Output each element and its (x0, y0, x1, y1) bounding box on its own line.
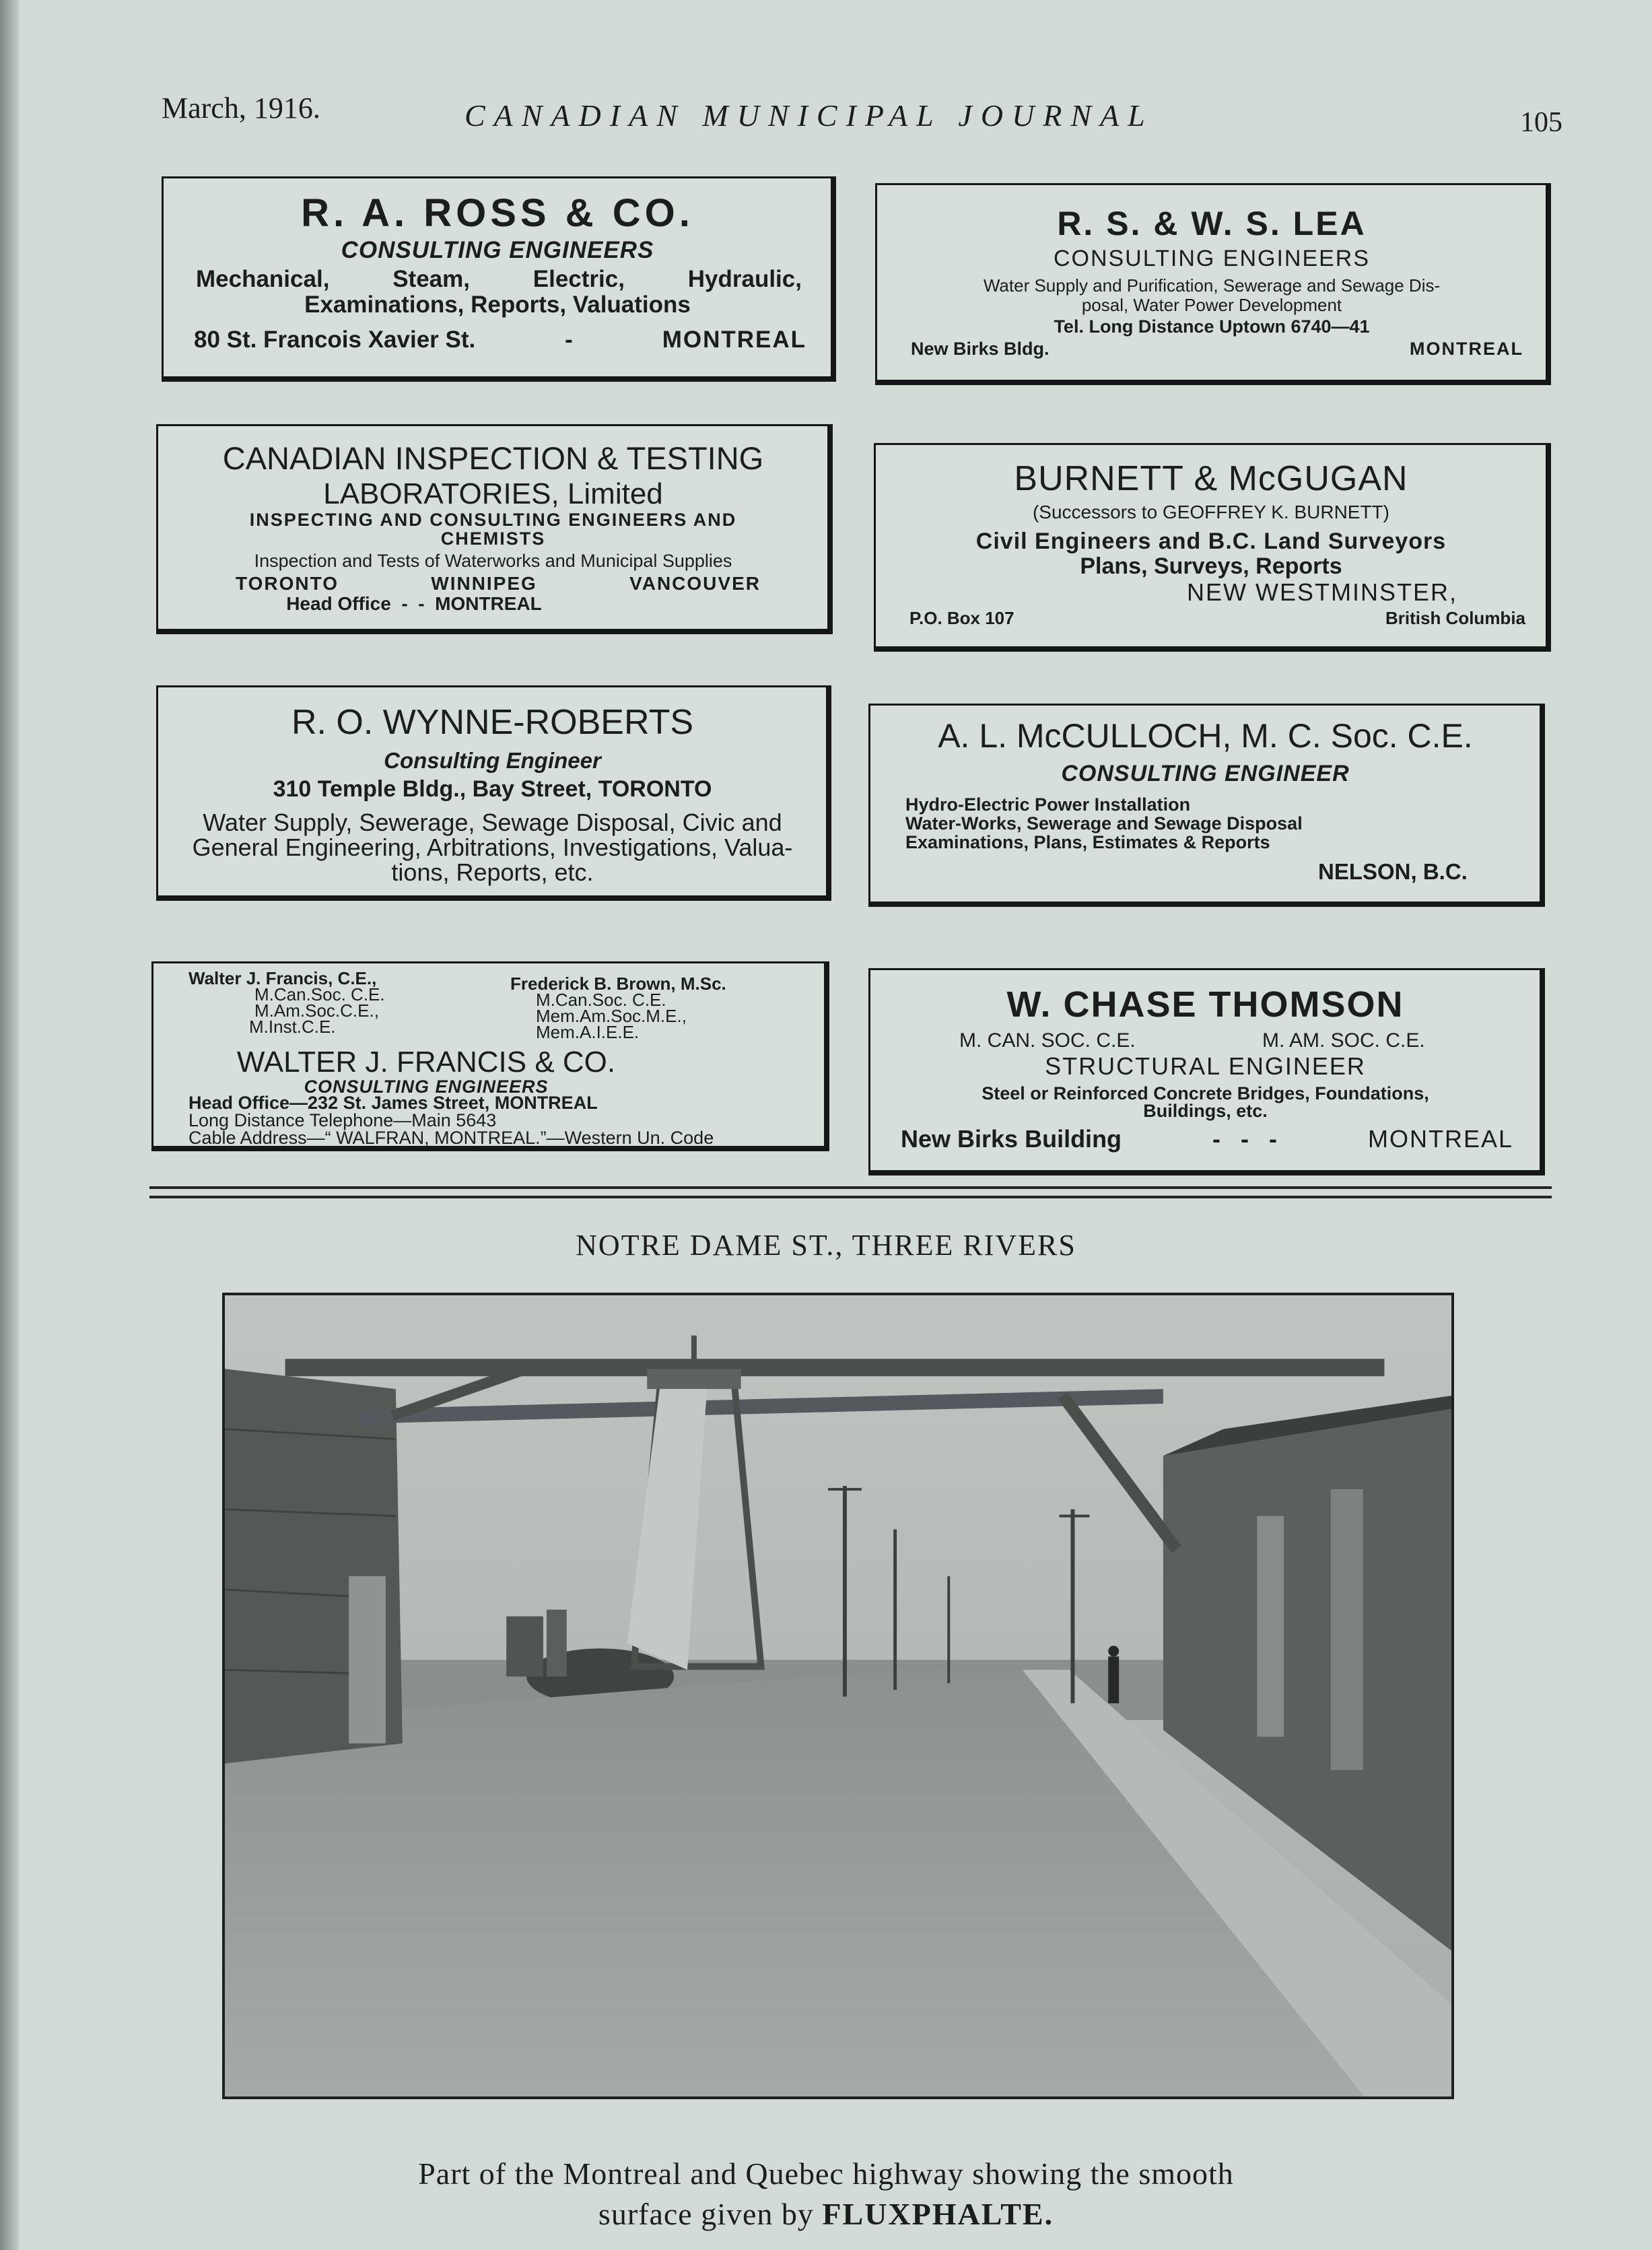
services-line-3: tions, Reports, etc. (391, 858, 594, 886)
ad-w-chase-thomson (868, 968, 1545, 1175)
credential-am-soc: M. AM. SOC. C.E. (1262, 1029, 1425, 1052)
section-divider-top (149, 1186, 1552, 1189)
ad-ross-and-co (162, 176, 836, 382)
firm-subtitle: CONSULTING ENGINEERS (341, 237, 654, 263)
photo-caption-line-2: surface given by FLUXPHALTE. (598, 2197, 1054, 2231)
firm-name: WALTER J. FRANCIS & CO. (236, 1046, 616, 1079)
page-number: 105 (1520, 107, 1562, 138)
firm-name: A. L. McCULLOCH, M. C. Soc. C.E. (938, 717, 1473, 755)
services-line-2: Examinations, Reports, Valuations (304, 292, 691, 318)
address-line: New Birks Building - - - MONTREAL (901, 1125, 1513, 1153)
desc-line-2: CHEMISTS (440, 529, 546, 549)
box-line: P.O. Box 107 British Columbia (909, 608, 1525, 628)
phone-line: Long Distance Telephone—Main 5643 (188, 1110, 497, 1130)
services-line-3: Examinations, Plans, Estimates & Reports (905, 832, 1270, 852)
street-photograph (222, 1293, 1454, 2099)
ad-wynne-roberts (156, 685, 831, 901)
ad-lea (875, 183, 1551, 385)
address-line: 310 Temple Bldg., Bay Street, TORONTO (273, 776, 712, 802)
photo-caption-line-1: Part of the Montreal and Quebec highway showing the smooth (418, 2156, 1234, 2191)
phone-line: Tel. Long Distance Uptown 6740—41 (1054, 316, 1370, 337)
firm-subtitle: CONSULTING ENGINEERS (304, 1077, 549, 1097)
successors-line: (Successors to GEOFFREY K. BURNETT) (1032, 502, 1390, 522)
ad-canadian-inspection (156, 424, 833, 634)
firm-subtitle: Consulting Engineer (384, 748, 601, 773)
desc-line-3: Inspection and Tests of Waterworks and Municipal Supplies (254, 551, 732, 571)
issue-date: March, 1916. (162, 92, 320, 125)
product-name: FLUXPHALTE. (822, 2197, 1054, 2231)
services-line-2: General Engineering, Arbitrations, Investigations, Valua- (192, 833, 793, 861)
services-line-1: Hydro-Electric Power Installation (905, 794, 1191, 815)
partner-brown: Frederick B. Brown, M.Sc. M.Can.Soc. C.E. Mem.Am.Soc.M.E., Mem.A.I.E.E. (510, 974, 726, 1042)
cable-line: Cable Address—“ WALFRAN, MONTREAL.”—Western Un. Code (188, 1128, 714, 1148)
head-office-line: Head Office—232 St. James Street, MONTREAL (188, 1093, 598, 1113)
services-line-1: Water Supply, Sewerage, Sewage Disposal, Civic and (203, 809, 782, 836)
firm-name: R. O. WYNNE-ROBERTS (291, 703, 694, 742)
city-line: NEW WESTMINSTER, (1187, 578, 1457, 606)
firm-name: W. CHASE THOMSON (1006, 984, 1404, 1025)
role-line-2: Plans, Surveys, Reports (1080, 553, 1342, 579)
services-line-1: Mechanical, Steam, Electric, Hydraulic, (196, 266, 802, 292)
firm-subtitle: CONSULTING ENGINEER (1061, 761, 1350, 786)
ad-walter-j-francis (151, 961, 829, 1151)
address-line: 80 St. Francois Xavier St. - MONTREAL (194, 327, 806, 353)
section-divider-bottom (149, 1196, 1552, 1198)
address-line: New Birks Bldg. MONTREAL (911, 339, 1523, 359)
services-line-2: Buildings, etc. (1143, 1101, 1268, 1121)
firm-name: BURNETT & McGUGAN (1014, 459, 1408, 498)
cities-line: TORONTO WINNIPEG VANCOUVER (236, 573, 761, 594)
city-line: NELSON, B.C. (1318, 859, 1468, 884)
credential-can-soc: M. CAN. SOC. C.E. (959, 1029, 1136, 1052)
head-office-line: Head Office - - MONTREAL (286, 593, 542, 614)
services-line-1: Water Supply and Purification, Sewerage and Sewage Dis- (983, 275, 1441, 296)
ad-burnett-mcgugan (874, 443, 1551, 652)
journal-title: CANADIAN MUNICIPAL JOURNAL (464, 98, 1154, 133)
desc-line-1: INSPECTING AND CONSULTING ENGINEERS AND (249, 510, 737, 530)
role-line-1: Civil Engineers and B.C. Land Surveyors (975, 529, 1447, 554)
services-line-1: Steel or Reinforced Concrete Bridges, Foundations, (982, 1083, 1429, 1103)
firm-name: R. S. & W. S. LEA (1057, 205, 1367, 242)
services-line-2: posal, Water Power Development (1081, 295, 1342, 315)
street-photograph-image (225, 1295, 1451, 2096)
ad-mcculloch (868, 704, 1545, 907)
firm-name-line-1: CANADIAN INSPECTION & TESTING (222, 440, 764, 476)
section-title: NOTRE DAME ST., THREE RIVERS (576, 1229, 1076, 1262)
partner-francis: Walter J. Francis, C.E., M.Can.Soc. C.E. M.Am.Soc.C.E., M.Inst.C.E. (188, 968, 385, 1037)
role-line: STRUCTURAL ENGINEER (1045, 1052, 1366, 1080)
services-line-2: Water-Works, Sewerage and Sewage Disposal (905, 813, 1303, 833)
firm-name-line-2: LABORATORIES, Limited (323, 477, 663, 510)
page-binding-shadow (0, 0, 19, 2250)
firm-subtitle: CONSULTING ENGINEERS (1053, 246, 1371, 271)
firm-name: R. A. ROSS & CO. (301, 191, 694, 235)
